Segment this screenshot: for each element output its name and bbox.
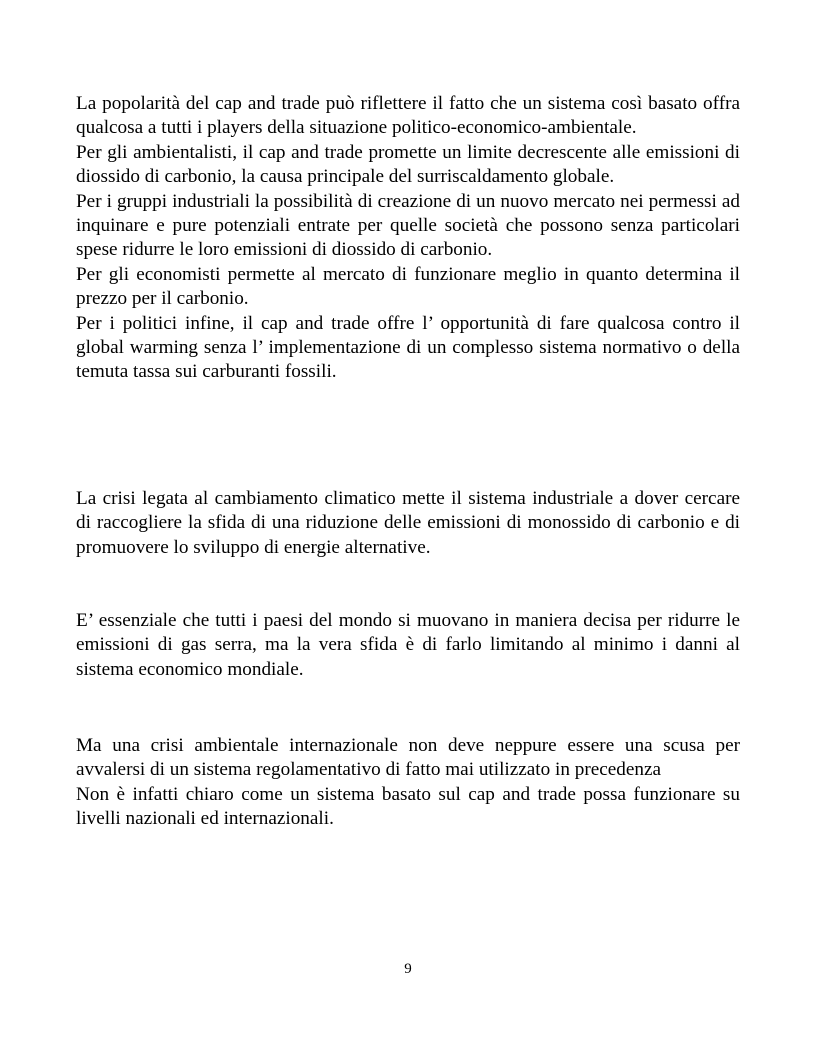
paragraph: Per i politici infine, il cap and trade offre l’ opportunità di fare qualcosa contro il global warming senza l’ implementazione di un complesso sistema normativo o della temuta tassa sui carburanti fossili. [76,312,740,383]
paragraph: Ma una crisi ambientale internazionale non deve neppure essere una scusa per avvalersi di un sistema regolamentativo di fatto mai utilizzato in precedenza [76,735,740,781]
text-block-international-crisis [76,734,740,832]
page-number: 9 [404,961,412,977]
text-block-cap-and-trade-popularity [76,92,740,385]
paragraph: Non è infatti chiaro come un sistema basato sul cap and trade possa funzionare su livelli nazionali ed internazionali. [76,783,740,830]
paragraph: Per i gruppi industriali la possibilità di creazione di un nuovo mercato nei permessi ad inquinare e pure potenziali entrate per quelle società che possono senza particolari spese ridurre le loro emissioni di diossido di carbonio. [76,190,740,261]
text-block-climate-crisis [76,487,740,560]
text-block-greenhouse-gas [76,609,740,682]
paragraph: La popolarità del cap and trade può riflettere il fatto che un sistema così basato offra qualcosa a tutti i players della situazione politico-economico-ambientale. [76,93,740,139]
paragraph: E’ essenziale che tutti i paesi del mondo si muovano in maniera decisa per ridurre le emissioni di gas serra, ma la vera sfida è di farlo limitando al minimo i danni al sistema economico mondiale. [76,610,740,680]
paragraph: Per gli economisti permette al mercato di funzionare meglio in quanto determina il prezzo per il carbonio. [76,263,740,310]
paragraph: Per gli ambientalisti, il cap and trade promette un limite decrescente alle emissioni di diossido di carbonio, la causa principale del surriscaldamento globale. [76,141,740,188]
paragraph: La crisi legata al cambiamento climatico mette il sistema industriale a dover cercare di raccogliere la sfida di una riduzione delle emissioni di monossido di carbonio e di promuovere lo sviluppo di energie alternative. [76,488,740,558]
